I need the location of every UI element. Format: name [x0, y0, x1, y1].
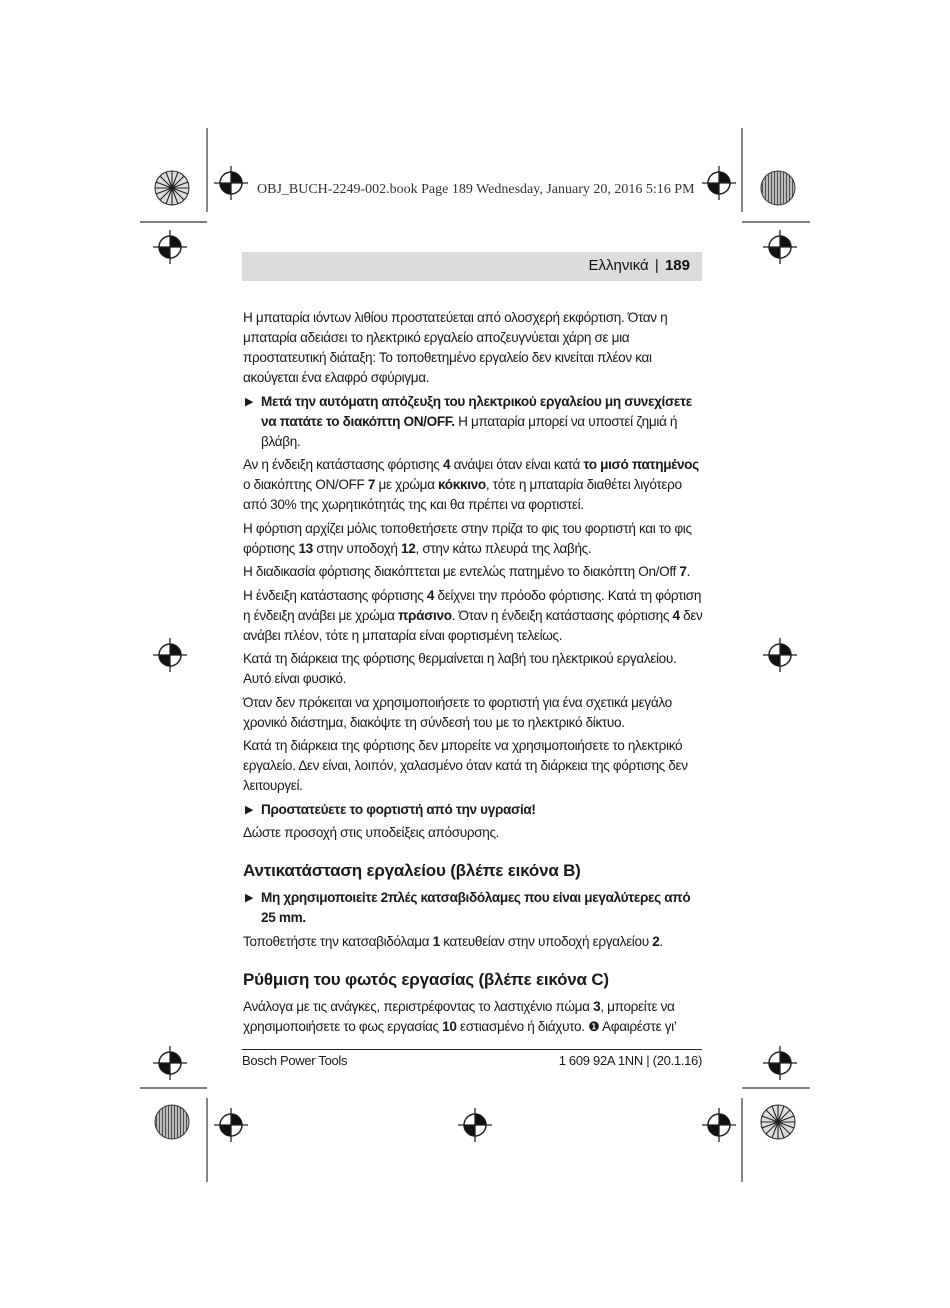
- paragraph: Δώστε προσοχή στις υποδείξεις απόσυρσης.: [243, 825, 500, 840]
- warning-bullet: [243, 392, 703, 452]
- paragraph: Αν η ένδειξη κατάστασης φόρτισης 4 ανάψει όταν είναι κατά το μισό πατημένος ο διακόπτης ON/OFF 7 με χρώμα κόκκινο, τότε η μπαταρία διαθέτει λιγότερο από 30% της χωρητικότητάς της και θα πρέπει να φορτιστεί.: [243, 457, 699, 512]
- warning-bullet: [243, 888, 703, 928]
- page-header: [242, 252, 702, 281]
- paragraph: Όταν δεν πρόκειται να χρησιμοποιήσετε το φορτιστή για ένα σχετικά μεγάλο χρονικό διάστημα, διακόψτε τη σύνδεσή του με το ηλεκτρικό δίκτυο.: [243, 694, 672, 730]
- bullet-bold-text: Μη χρησιμοποιείτε 2πλές κατσαβιδόλαμες που είναι μεγαλύτερες από 25 mm.: [261, 890, 691, 925]
- bullet-bold-text: Μετά την αυτόματη απόζευξη του ηλεκτρικού εργαλείου μη συνεχίσετε να πατάτε το διακόπτη ON/OFF.: [261, 393, 692, 429]
- paragraph: Η μπαταρία ιόντων λιθίου προστατεύεται από ολοσχερή εκφόρτιση. Όταν η μπαταρία αδειάσει το ηλεκτρικό εργαλείο αποζευγνύεται χάρη σε μια προστατευτική διάταξη: Το τοποθετημένο εργαλείο δεν κινείται πλέον και ακούγεται ένα ελαφρό σφύριγμα.: [243, 310, 668, 385]
- registration-target-icon: [763, 230, 797, 264]
- paragraph: Η διαδικασία φόρτισης διακόπτεται με εντελώς πατημένο το διακόπτη On/Off 7.: [243, 564, 691, 579]
- circled-number-icon: ❶: [588, 1018, 600, 1034]
- footer-divider: [242, 1049, 702, 1050]
- paragraph: Η φόρτιση αρχίζει μόλις τοποθετήσετε στην πρίζα το φις του φορτιστή και το φις φόρτισης 13 στην υποδοχή 12, στην κάτω πλευρά της λαβής.: [243, 520, 692, 556]
- registration-target-icon: [153, 230, 187, 264]
- registration-target-icon: [214, 166, 248, 200]
- gray-density-mark-icon: [761, 171, 795, 205]
- registration-target-icon: [763, 1046, 797, 1080]
- registration-target-icon: [153, 638, 187, 672]
- starburst-mark-icon: [761, 1105, 795, 1139]
- paragraph: Κατά τη διάρκεια της φόρτισης δεν μπορείτε να χρησιμοποιήσετε το ηλεκτρικό εργαλείο. Δεν είναι, λοιπόν, χαλασμένο όταν κατά τη διάρκεια της φόρτισης δεν λειτουργεί.: [243, 738, 688, 793]
- paragraph: Κατά τη διάρκεια της φόρτισης θερμαίνεται η λαβή του ηλεκτρικού εργαλείου. Αυτό είναι φυσικό.: [243, 651, 677, 686]
- section-heading: Αντικατάσταση εργαλείου (βλέπε εικόνα B): [243, 861, 581, 880]
- triangle-bullet-icon: ▶: [245, 803, 254, 816]
- bullet-text: Η μπαταρία μπορεί να υποστεί ζημιά ή βλάβη.: [261, 413, 678, 449]
- paragraph: Η ένδειξη κατάστασης φόρτισης 4 δείχνει την πρόοδο φόρτισης. Κατά τη φόρτιση η ένδειξη ανάβει με χρώμα πράσινο. Όταν η ένδειξη κατάστασης φόρτισης 4 δεν ανάβει πλέον, τότε η μπαταρία είναι φορτισμένη τελείως.: [243, 587, 703, 643]
- header-text: [589, 257, 690, 274]
- registration-target-icon: [702, 1108, 736, 1142]
- starburst-mark-icon: [155, 171, 189, 205]
- registration-target-icon: [763, 638, 797, 672]
- footer-doc-id: 1 609 92A 1NN | (20.1.16): [558, 1053, 702, 1068]
- gray-density-mark-icon: [155, 1105, 189, 1139]
- page-number: 189: [664, 257, 690, 274]
- file-info-line: OBJ_BUCH-2249-002.book Page 189 Wednesday, January 20, 2016 5:16 PM: [257, 182, 695, 197]
- header-language: Ελληνικά: [588, 257, 649, 274]
- registration-target-icon: [153, 1046, 187, 1080]
- header-separator: |: [654, 257, 659, 274]
- registration-target-icon: [458, 1108, 492, 1142]
- page-body: [243, 308, 703, 1040]
- section-heading: Ρύθμιση του φωτός εργασίας (βλέπε εικόνα C): [243, 969, 609, 989]
- registration-target-icon: [214, 1108, 248, 1142]
- paragraph: Ανάλογα με τις ανάγκες, περιστρέφοντας το λαστιχένιο πώμα 3, μπορείτε να χρησιμοποιήσετε το φως εργασίας 10 εστιασμένο ή διάχυτο. ❶ Αφαιρέστε γι’: [243, 998, 677, 1034]
- footer-brand: Bosch Power Tools: [242, 1053, 348, 1068]
- paragraph: Τοποθετήστε την κατσαβιδόλαμα 1 κατευθείαν στην υποδοχή εργαλείου 2.: [243, 933, 663, 949]
- warning-bullet: [243, 800, 703, 820]
- triangle-bullet-icon: ▶: [245, 395, 254, 408]
- bullet-bold-text: Προστατεύετε το φορτιστή από την υγρασία!: [261, 801, 536, 817]
- triangle-bullet-icon: ▶: [245, 892, 254, 904]
- registration-target-icon: [702, 166, 736, 200]
